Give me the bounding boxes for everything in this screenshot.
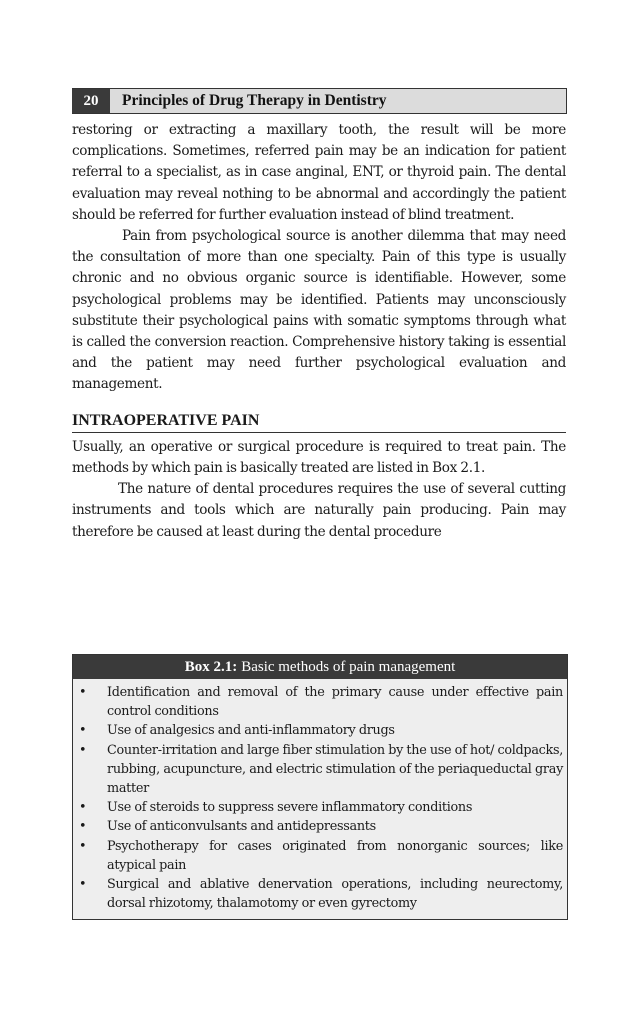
bullet-icon: • [79,742,87,758]
list-item: • Identification and removal of the primary cause under effective pain control conditions [79,685,563,720]
bullet-icon: • [79,877,87,893]
paragraph-continued: restoring or extracting a maxillary tooth, the result will be more complications. Sometimes, referred pain may be an indication for patient referral to a specialist, as in case anginal, ENT, or thyroid pain. The dental evaluation may reveal nothing to be abnormal and accordingly the patient should be referred for further evaluation instead of blind treatment. [72,122,566,223]
list-item: • Psychotherapy for cases originated from nonorganic sources; like atypical pain [79,838,563,873]
list-item: • Counter-irritation and large fiber stimulation by the use of hot/ coldpacks, rubbing, acupuncture, and electric stimulation of the periaqueductal gray matter [79,742,563,797]
bullet-icon: • [79,685,87,700]
paragraph-psychological-pain: Pain from psychological source is another dilemma that may need the consultation of more than one specialty. Pain of this type is usually chronic and no obvious organic source is identifiable. However, some psychological problems may be identified. Patients may unconsciously substitute their psychological pains with somatic symptoms through what is called the conversion reaction. Comprehensive history taking is essential and the patient may need further psychological evaluation and management. [72,228,566,393]
body-text [72,120,566,543]
list-item: • Use of anticonvulsants and antidepressants [73,817,567,836]
box-list [73,679,567,919]
running-title: Principles of Drug Therapy in Dentistry [122,92,387,109]
running-header [72,88,567,114]
paragraph-intraoperative-1: Usually, an operative or surgical procedure is required to treat pain. The methods by which pain is basically treated are listed in Box 2.1. [72,438,566,477]
box-2-1 [72,654,568,920]
box-label: Box 2.1: [184,658,238,675]
page-number: 20 [72,89,110,113]
box-title-text: Basic methods of pain management [241,658,456,675]
list-item: • Use of steroids to suppress severe inflammatory conditions [73,798,567,817]
bullet-icon: • [79,819,87,835]
section-heading: INTRAOPERATIVE PAIN [72,410,566,433]
paragraph-intraoperative-2: The nature of dental procedures requires the use of several cutting instruments and tools which are naturally pain producing. Pain may therefore be caused at least during the dental procedure [72,481,566,540]
box-title [73,655,567,679]
list-item: • Surgical and ablative denervation operations, including neurectomy, dorsal rhizotomy, thalamotomy or even gyrectomy [79,877,563,912]
bullet-icon: • [79,723,87,739]
bullet-icon: • [79,838,87,854]
list-item: • Use of analgesics and anti-inflammatory drugs [73,721,567,740]
bullet-icon: • [79,800,87,816]
